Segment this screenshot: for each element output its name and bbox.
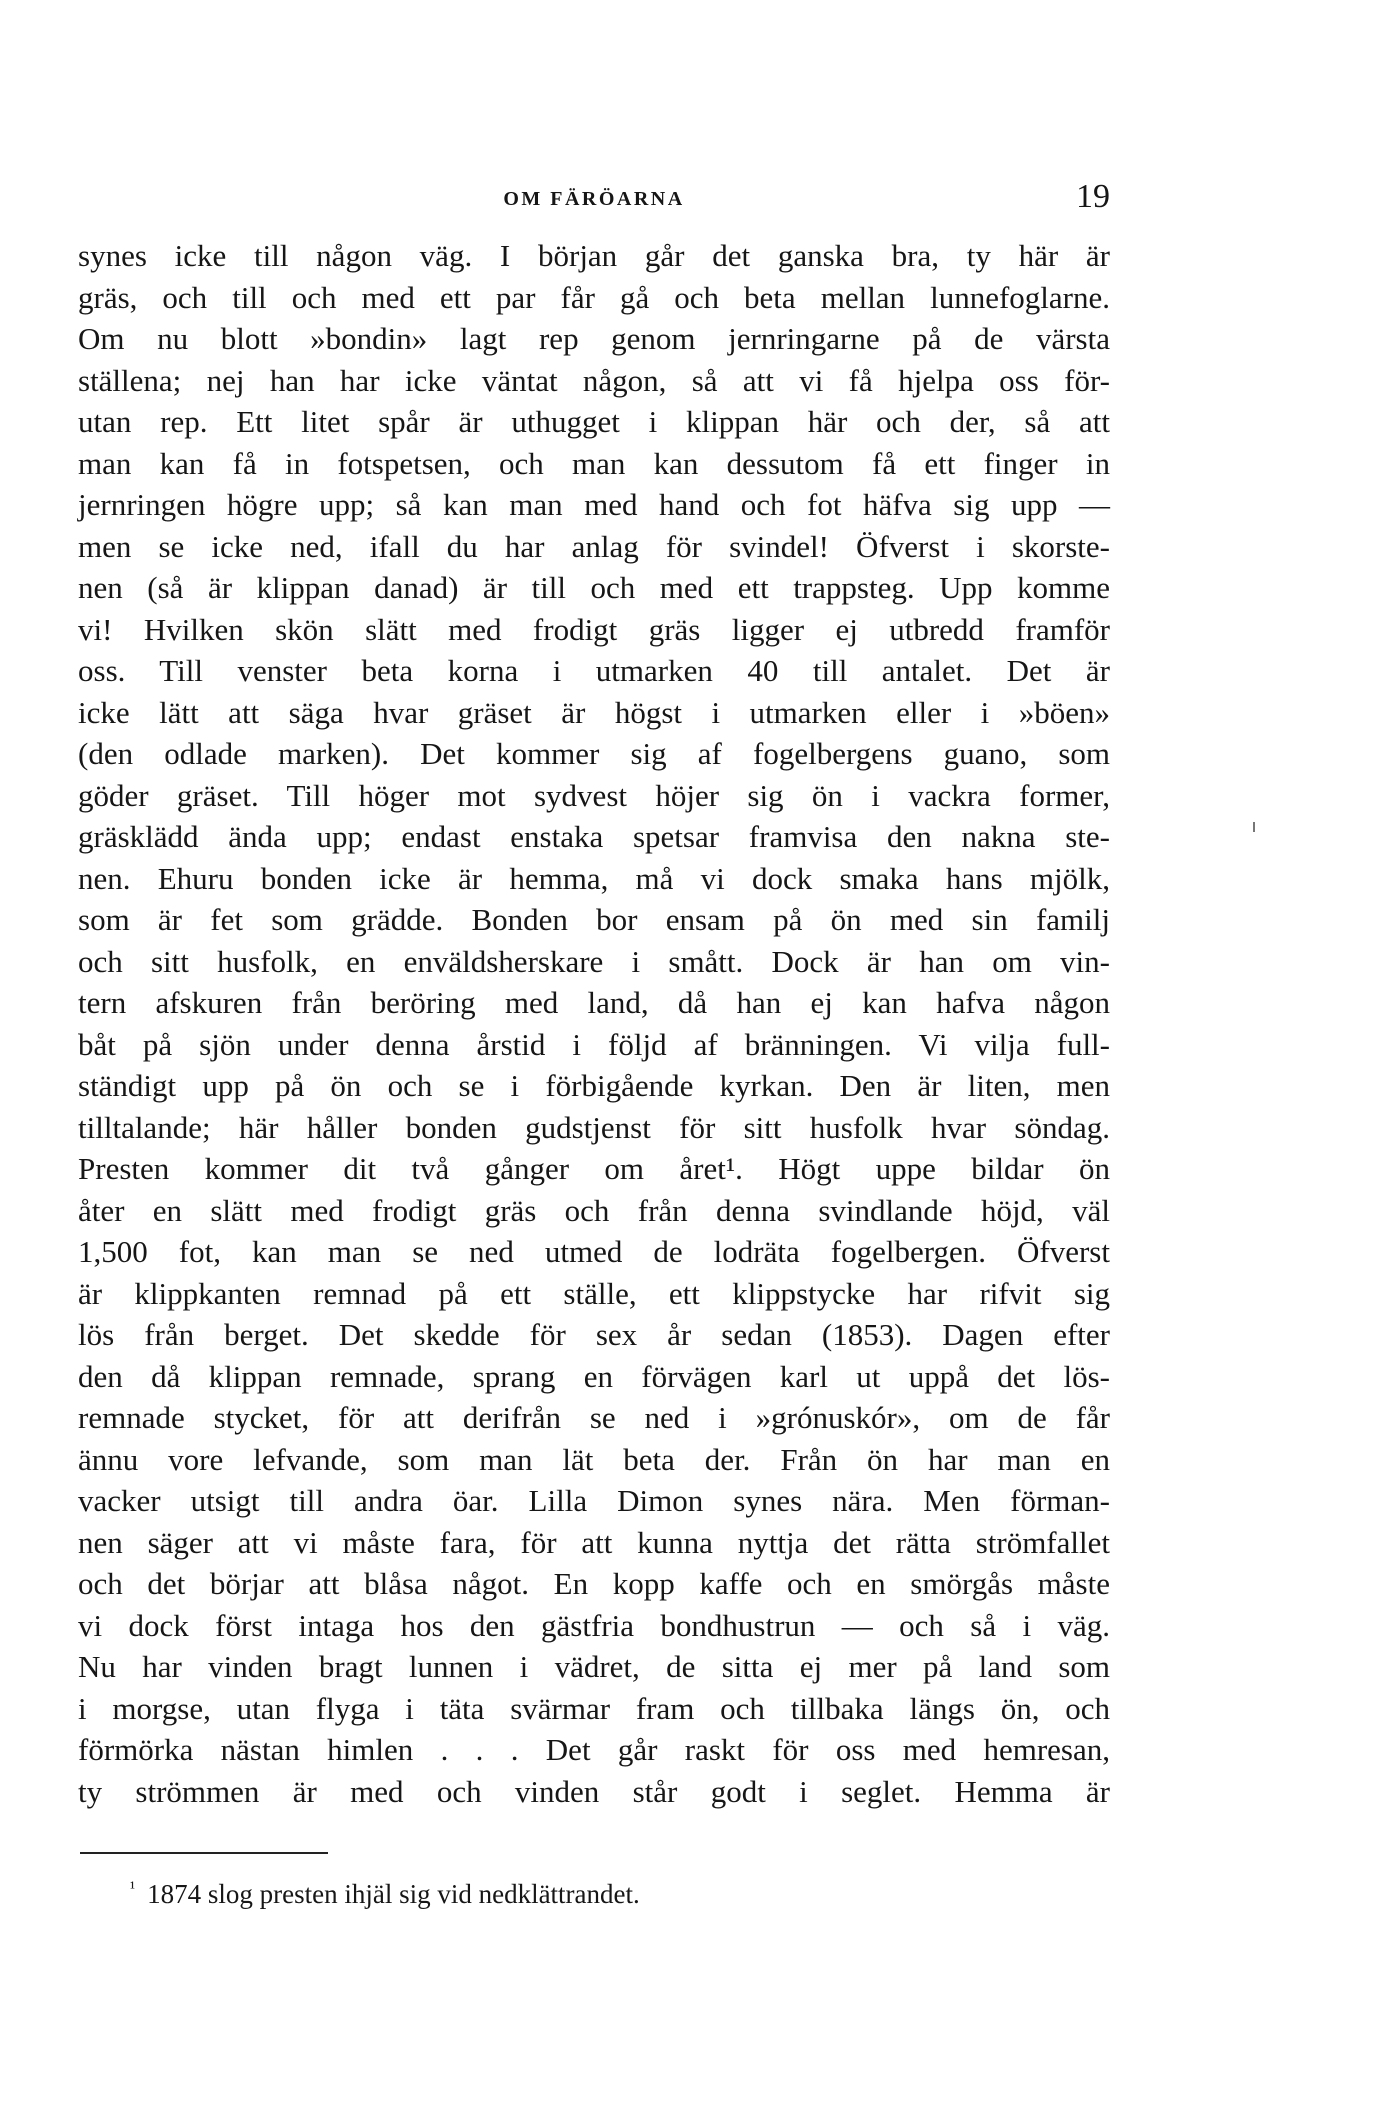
text-line: icke lätt att säga hvar gräset är högst i utmarken eller i »böen» xyxy=(78,694,1110,730)
text-line: (den odlade marken). Det kommer sig af fogelbergens guano, som xyxy=(78,736,1110,771)
footnote xyxy=(130,1878,640,1910)
text-line: den då klippan remnade, sprang en förvägen karl ut uppå det lös- xyxy=(78,1358,1110,1394)
text-line: gräs, och till och med ett par får gå och beta mellan lunnefoglarne. xyxy=(78,279,1110,315)
text-line: nen (så är klippan danad) är till och med ett trappsteg. Upp komme xyxy=(78,570,1110,605)
footnote-rule xyxy=(80,1852,328,1854)
text-line: åter en slätt med frodigt gräs och från denna svindlande höjd, väl xyxy=(78,1192,1110,1228)
text-line: båt på sjön under denna årstid i följd af bränningen. Vi vilja full- xyxy=(78,1026,1110,1062)
running-title: OM FÄRÖARNA xyxy=(503,188,685,210)
text-line: ännu vore lefvande, som man lät beta der. Från ön har man en xyxy=(78,1441,1110,1477)
text-line: men se icke ned, ifall du har anlag för svindel! Öfverst i skorste- xyxy=(78,528,1110,564)
text-line: jernringen högre upp; så kan man med hand och fot häfva sig upp — xyxy=(78,487,1110,522)
text-line: vi! Hvilken skön slätt med frodigt gräs ligger ej utbredd framför xyxy=(78,611,1110,647)
text-line: oss. Till venster beta korna i utmarken 40 till antalet. Det är xyxy=(78,653,1110,688)
text-line: tilltalande; här håller bonden gudstjenst för sitt husfolk hvar söndag. xyxy=(78,1109,1110,1145)
text-line: gräsklädd ända upp; endast enstaka spetsar framvisa den nakna ste- xyxy=(78,819,1110,854)
page-number: 19 xyxy=(1076,178,1110,215)
text-line: i morgse, utan flyga i täta svärmar fram och tillbaka längs ön, och xyxy=(78,1690,1110,1726)
print-speck xyxy=(1253,822,1255,832)
text-line: ställena; nej han har icke väntat någon, så att vi få hjelpa oss för- xyxy=(78,362,1110,398)
text-line: nen. Ehuru bonden icke är hemma, må vi dock smaka hans mjölk, xyxy=(78,860,1110,896)
body-text xyxy=(78,235,1110,1812)
text-line: lös från berget. Det skedde för sex år sedan (1853). Dagen efter xyxy=(78,1317,1110,1352)
text-line: 1,500 fot, kan man se ned utmed de lodräta fogelbergen. Öfverst xyxy=(78,1234,1110,1269)
text-line: utan rep. Ett litet spår är uthugget i klippan här och der, så att xyxy=(78,404,1110,439)
text-line: och sitt husfolk, en enväldsherskare i smått. Dock är han om vin- xyxy=(78,943,1110,979)
text-line: göder gräset. Till höger mot sydvest höjer sig ön i vackra former, xyxy=(78,777,1110,813)
text-line: vacker utsigt till andra öar. Lilla Dimon synes nära. Men förman- xyxy=(78,1483,1110,1518)
text-line: som är fet som grädde. Bonden bor ensam på ön med sin familj xyxy=(78,902,1110,937)
text-line: ty strömmen är med och vinden står godt i seglet. Hemma är xyxy=(78,1773,1110,1809)
text-line: vi dock först intaga hos den gästfria bondhustrun — och så i väg. xyxy=(78,1607,1110,1643)
text-line: Nu har vinden bragt lunnen i vädret, de sitta ej mer på land som xyxy=(78,1649,1110,1684)
text-line: remnade stycket, för att derifrån se ned i »grónuskór», om de får xyxy=(78,1400,1110,1435)
text-line: ständigt upp på ön och se i förbigående kyrkan. Den är liten, men xyxy=(78,1068,1110,1103)
footnote-text: 1874 slog presten ihjäl sig vid nedklättrandet. xyxy=(147,1879,640,1909)
text-line: och det börjar att blåsa något. En kopp kaffe och en smörgås måste xyxy=(78,1566,1110,1601)
text-line: man kan få in fotspetsen, och man kan dessutom få ett finger in xyxy=(78,445,1110,481)
text-line: Om nu blott »bondin» lagt rep genom jernringarne på de värsta xyxy=(78,321,1110,356)
footnote-mark: ¹ xyxy=(130,1878,136,1897)
text-line: Presten kommer dit två gånger om året¹. Högt uppe bildar ön xyxy=(78,1151,1110,1186)
text-line: tern afskuren från beröring med land, då han ej kan hafva någon xyxy=(78,985,1110,1020)
text-line: nen säger att vi måste fara, för att kunna nyttja det rätta strömfallet xyxy=(78,1524,1110,1560)
text-line: är klippkanten remnad på ett ställe, ett klippstycke har rifvit sig xyxy=(78,1275,1110,1311)
text-line: förmörka nästan himlen . . . Det går raskt för oss med hemresan, xyxy=(78,1732,1110,1767)
text-line: synes icke till någon väg. I början går det ganska bra, ty här är xyxy=(78,238,1110,273)
running-head xyxy=(78,178,1110,222)
